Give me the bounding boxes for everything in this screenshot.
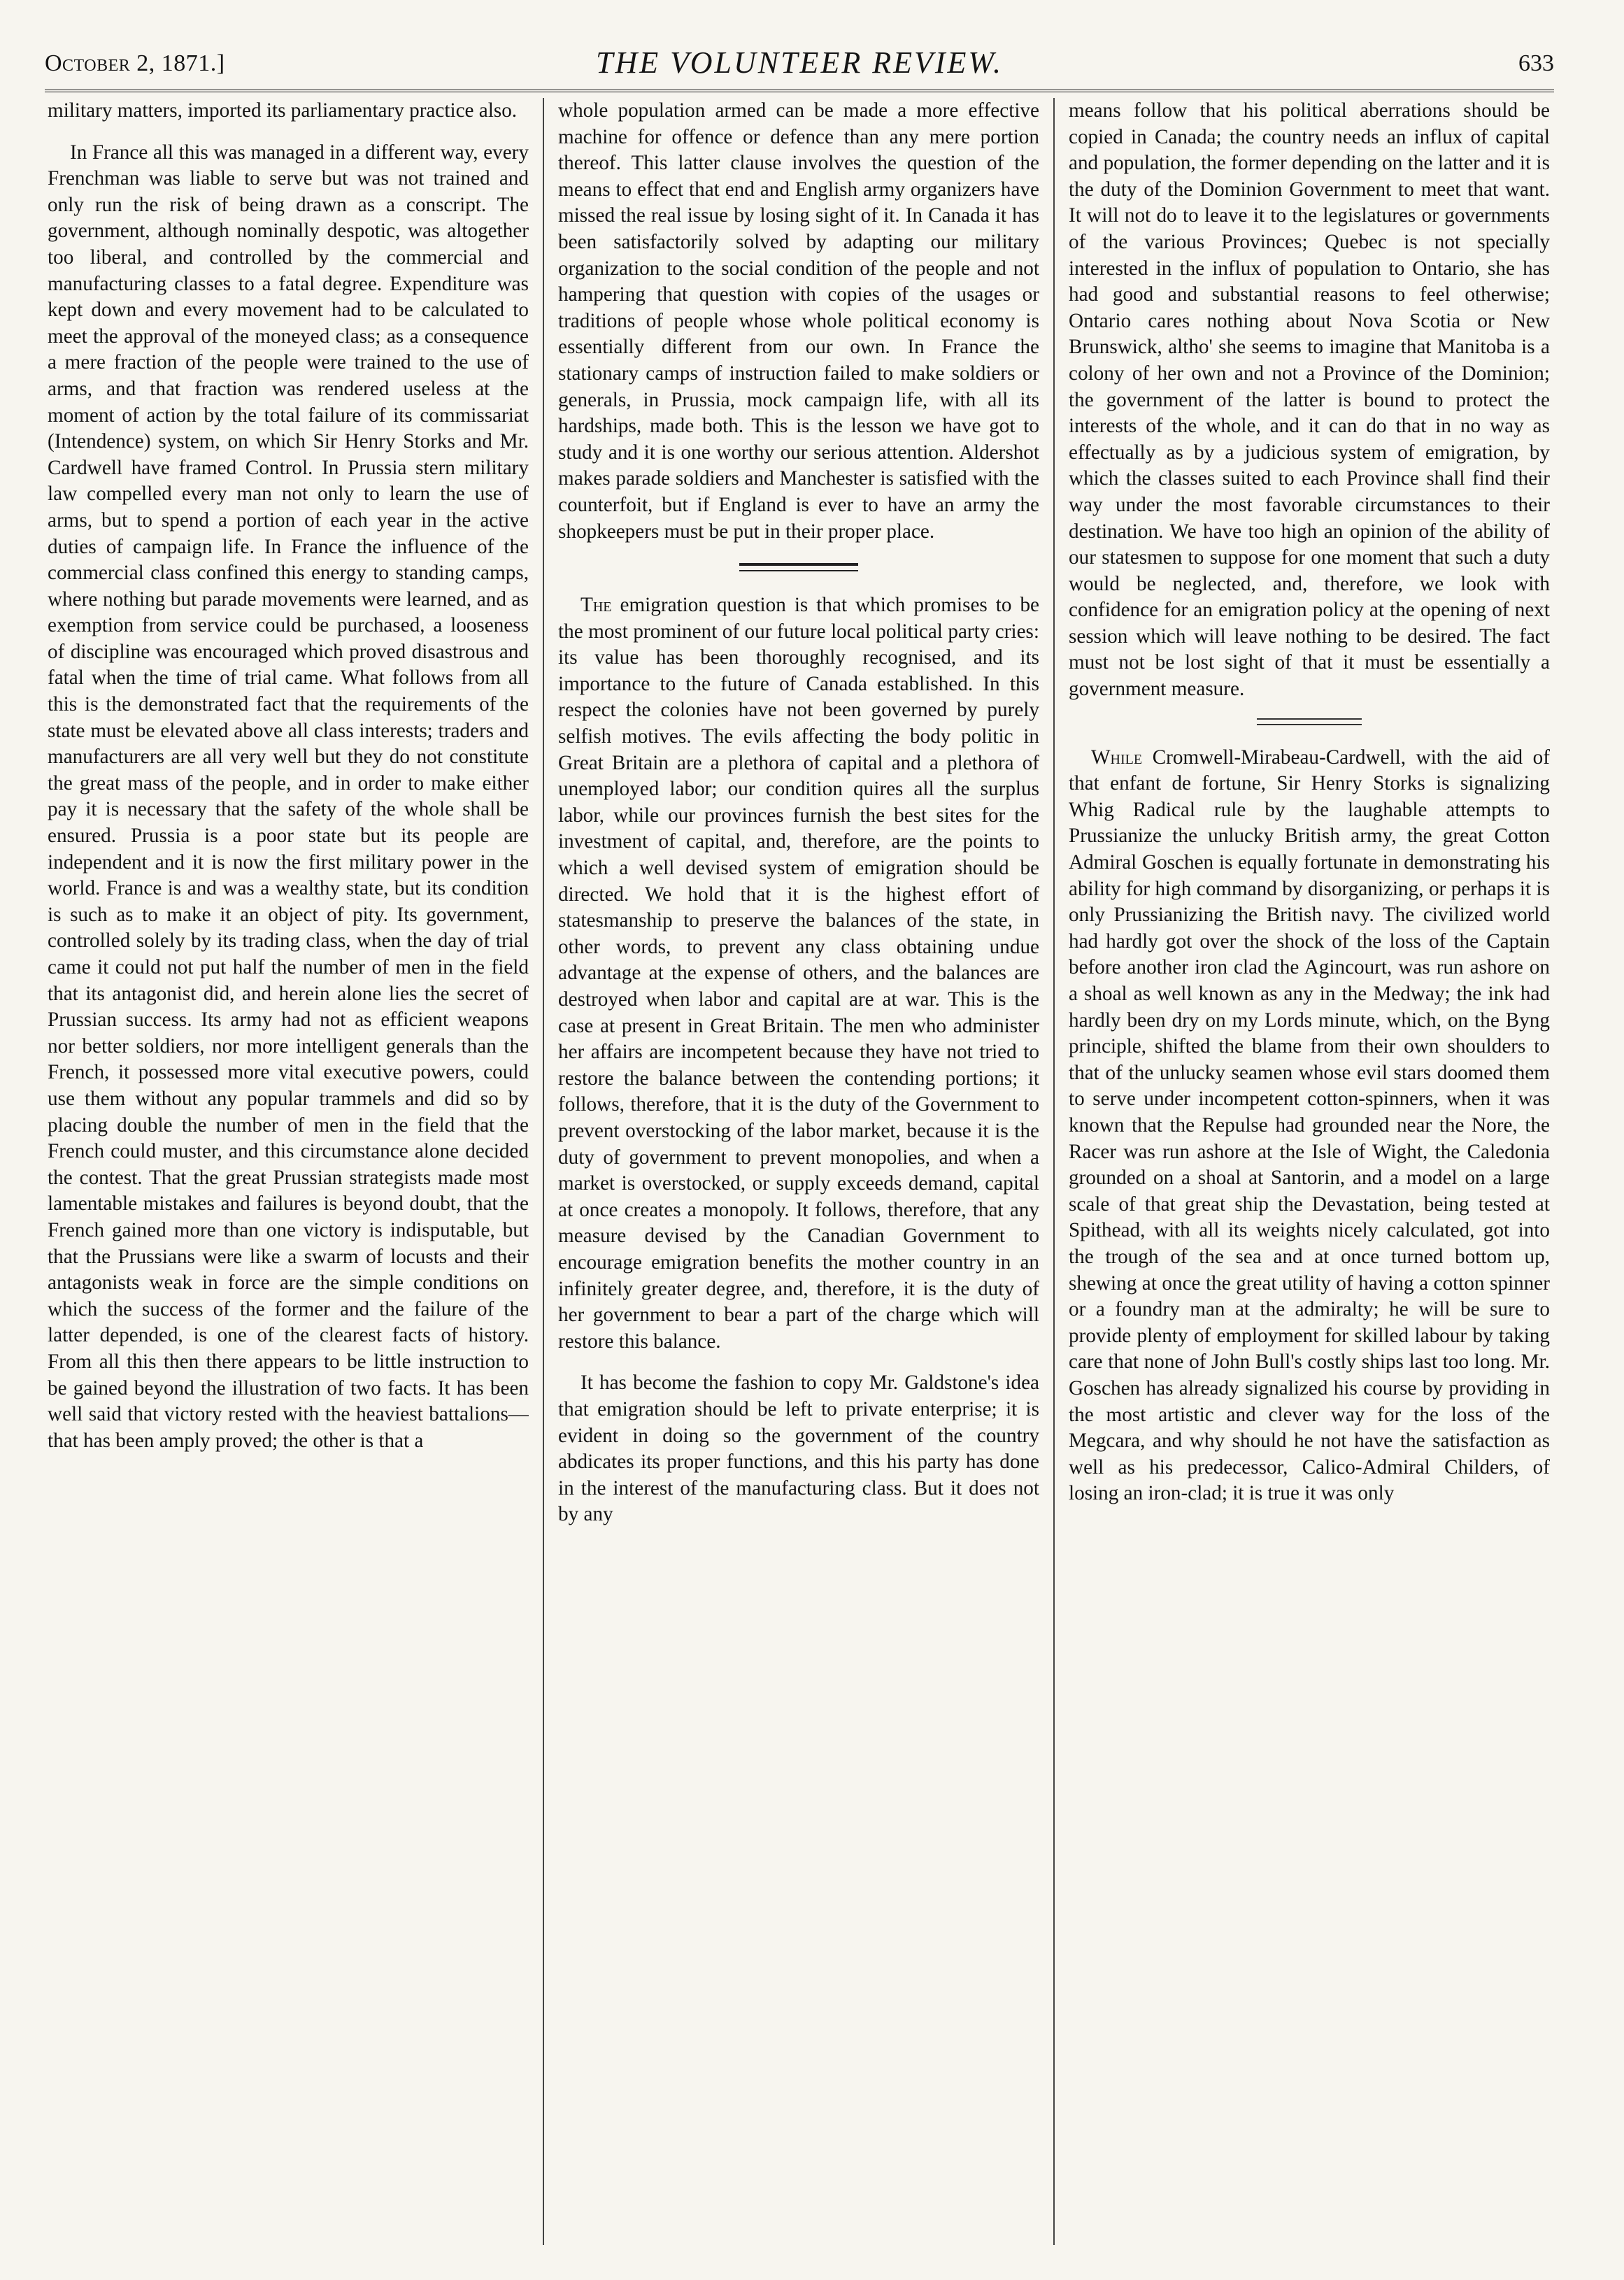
text-column-3 bbox=[1069, 98, 1550, 2245]
paragraph: In France all this was managed in a different way, every Frenchman was liable to serve but was not trained and only run the risk of being drawn as a conscript. The government, although nominally despotic, was altogether too liberal, and controlled by the commercial and manufacturing classes to a fatal degree. Expenditure was kept down and every movement had to be calculated to meet the approval of the moneyed class; as a consequence a mere fraction of the people were trained to the use of arms, and that fraction was rendered useless at the moment of action by the total failure of its commissariat (Intendence) system, on which Sir Henry Storks and Mr. Cardwell have framed Control. In Prussia stern military law compelled every man not only to learn the use of arms, but to spend a portion of each year in the active duties of campaign life. In France the influence of the commercial class confined this energy to standing camps, where nothing but parade movements were learned, and as exemption from service could be purchased, a looseness of discipline was encouraged which proved disastrous and fatal when the time of trial came. What follows from all this is the demonstrated fact that the requirements of the state must be elevated above all class interests; traders and manufacturers are all very well but they do not constitute the great mass of the people, and in order to make either pay it is necessary that the safety of the whole shall be ensured. Prussia is a poor state but its people are independent and it is now the first military power in the world. France is and was a wealthy state, but its condition is such as to make it an object of pity. Its government, controlled solely by its trading class, when the day of trial came it could not put half the number of men in the field that its antagonist did, and herein alone lies the secret of Prussian success. Its army had not as efficient weapons nor better soldiers, nor more intelligent generals than the French, it possessed more vital executive powers, could use them without any popular trammels and did so by placing double the number of men in the field that the French could muster, and this circumstance alone decided the contest. That the great Prussian strategists made most lamentable mistakes and failures is beyond doubt, that the French gained more than one victory is indisputable, but that the Prussians were like a swarm of locusts and their antagonists weak in force are the simple conditions on which the success of the former and the failure of the latter depended, is one of the clearest facts of history. From all this then there appears to be little instruction to be gained beyond the illustration of two facts. It has been well said that victory rested with the heaviest battalions—that has been amply proved; the other is that a bbox=[48, 141, 529, 1452]
column-divider bbox=[543, 98, 544, 2245]
page-header bbox=[45, 45, 1554, 90]
paragraph-body: Cromwell-Mirabeau-Cardwell, with the aid of that enfant de fortune, Sir Henry Storks is signalizing Whig Radical rule by the laughable attempts to Prussianize the unlucky British army, the great Cotton Admiral Goschen is equally fortunate in demonstrating his ability for high command by disorganizing, or perhaps it is only Prussianizing the British navy. The civilized world had hardly got over the shock of the loss of the Captain before another iron clad the Agincourt, was run ashore on a shoal as well known as any in the Medway; the ink had hardly been dry on my Lords minute, which, on the Byng principle, shifted the blame from their own shoulders to that of the unlucky seamen whose evil stars doomed them to serve under incompetent cotton-spinners, when it was known that the Repulse had grounded near the Nore, the Racer was run ashore at the Isle of Wight, the Caledonia grounded on a shoal at Santorin, and a model on a large scale of that great ship the Devastation, being tested at Spithead, with all its weights nicely calculated, got into the trough of the sea and at once turned bottom up, shewing at once the great utility of having a cotton spinner or a foundry man at the admiralty; he will be sure to provide plenty of employment for skilled labour by taking care that none of John Bull's costly ships last too long. Mr. Goschen has already signalized his course by providing in the most artistic and clever way for the loss of the Megcara, and why should he not have the satisfaction as well as his predecessor, Calico-Admiral Childers, of losing an iron-clad; it is true it was only bbox=[1069, 746, 1550, 1505]
section-separator bbox=[1257, 718, 1362, 725]
paragraph: means follow that his political aberrations should be copied in Canada; the country needs an influx of capital and population, the former depending on the latter and it is the duty of the Dominion Government to meet that want. It will not do to leave it to the legislatures or governments of the various Provinces; Quebec is not specially interested in the influx of population to Ontario, she has had good and substantial reasons to feel otherwise; Ontario cares nothing about Nova Scotia or New Brunswick, altho' she seems to imagine that Manitoba is a colony of her own and not a Province of the Dominion; the government of the latter is bound to protect the interests of the whole, and it can do that in no way as effectually as by a judicious system of emigration, by which the classes suited to each Province shall find their way under the most favorable circumstances to their destination. We have too high an opinion of the ability of our statesmen to suppose for one moment that such a duty would be neglected, and, therefore, we look with confidence for an emigration policy at the opening of next session which will leave nothing to be desired. The fact must not be lost sight of that it must be essentially a government measure. bbox=[1069, 99, 1550, 701]
paragraph bbox=[1069, 745, 1550, 1507]
paragraph bbox=[558, 592, 1039, 1355]
column-divider bbox=[1053, 98, 1055, 2245]
lead-word: While bbox=[1091, 746, 1143, 769]
paragraph: It has become the fashion to copy Mr. Galdstone's idea that emigration should be left to private enterprise; it is evident in doing so the government of the country abdicates its proper functions, and this his party has done in the interest of the manufacturing class. But it does not by any bbox=[558, 1371, 1039, 1526]
newspaper-title: THE VOLUNTEER REVIEW. bbox=[596, 45, 1003, 80]
page-number: 633 bbox=[1518, 50, 1554, 76]
section-separator bbox=[739, 563, 858, 571]
paragraph-body: emigration question is that which promises to be the most prominent of our future local political party cries: its value has been thoroughly recognised, and its importance to the future of Canada established. In this respect the colonies have not been governed by purely selfish motives. The evils affecting the body politic in Great Britain are a plethora of capital and a plethora of unemployed labor; our condition quires all the surplus labor, while our provinces furnish the best sites for the investment of capital, and, therefore, are the points to which a well devised system of emigration should be directed. We hold that it is the highest effort of statesmanship to preserve the balances of the state, in other words, to prevent any class obtaining undue advantage at the expense of others, and the balances are destroyed when labor and capital are at war. This is the case at present in Great Britain. The men who administer her affairs are incompetent because they have not tried to restore the balance between the contending portions; it follows, therefore, that it is the duty of the Government to prevent overstocking of the labor market, because it is the duty of government to prevent monopolies, and when a market is overstocked, or supply exceeds demand, capital at once creates a monopoly. It follows, therefore, that any measure devised by the Canadian Government to encourage emigration benefits the mother country in an infinitely greater degree, and, therefore, it is the duty of her government to bear a part of the charge which will restore this balance. bbox=[558, 594, 1039, 1353]
lead-word: The bbox=[580, 594, 612, 617]
text-column-1 bbox=[48, 98, 529, 2245]
text-column-2 bbox=[558, 98, 1039, 2245]
paragraph: whole population armed can be made a more effective machine for offence or defence than any mere portion thereof. This latter clause involves the question of the means to effect that end and English army organizers have missed the real issue by losing sight of it. In Canada it has been satisfactorily solved by adapting our military organization to the social condition of the people and not hampering that question with copies of the usages or traditions of people whose whole political economy is essentially different from our own. In France the stationary camps of instruction failed to make soldiers or generals, in Prussia, mock campaign life, with all its hardships, made both. This is the lesson we have got to study and it is one worthy our serious attention. Aldershot makes parade soldiers and Manchester is satisfied with the counterfoit, but if England is ever to have an army the shopkeepers must be put in their proper place. bbox=[558, 99, 1039, 543]
paragraph: military matters, imported its parliamentary practice also. bbox=[48, 99, 518, 122]
issue-date: October 2, 1871.] bbox=[45, 50, 225, 76]
header-rule bbox=[45, 90, 1554, 92]
